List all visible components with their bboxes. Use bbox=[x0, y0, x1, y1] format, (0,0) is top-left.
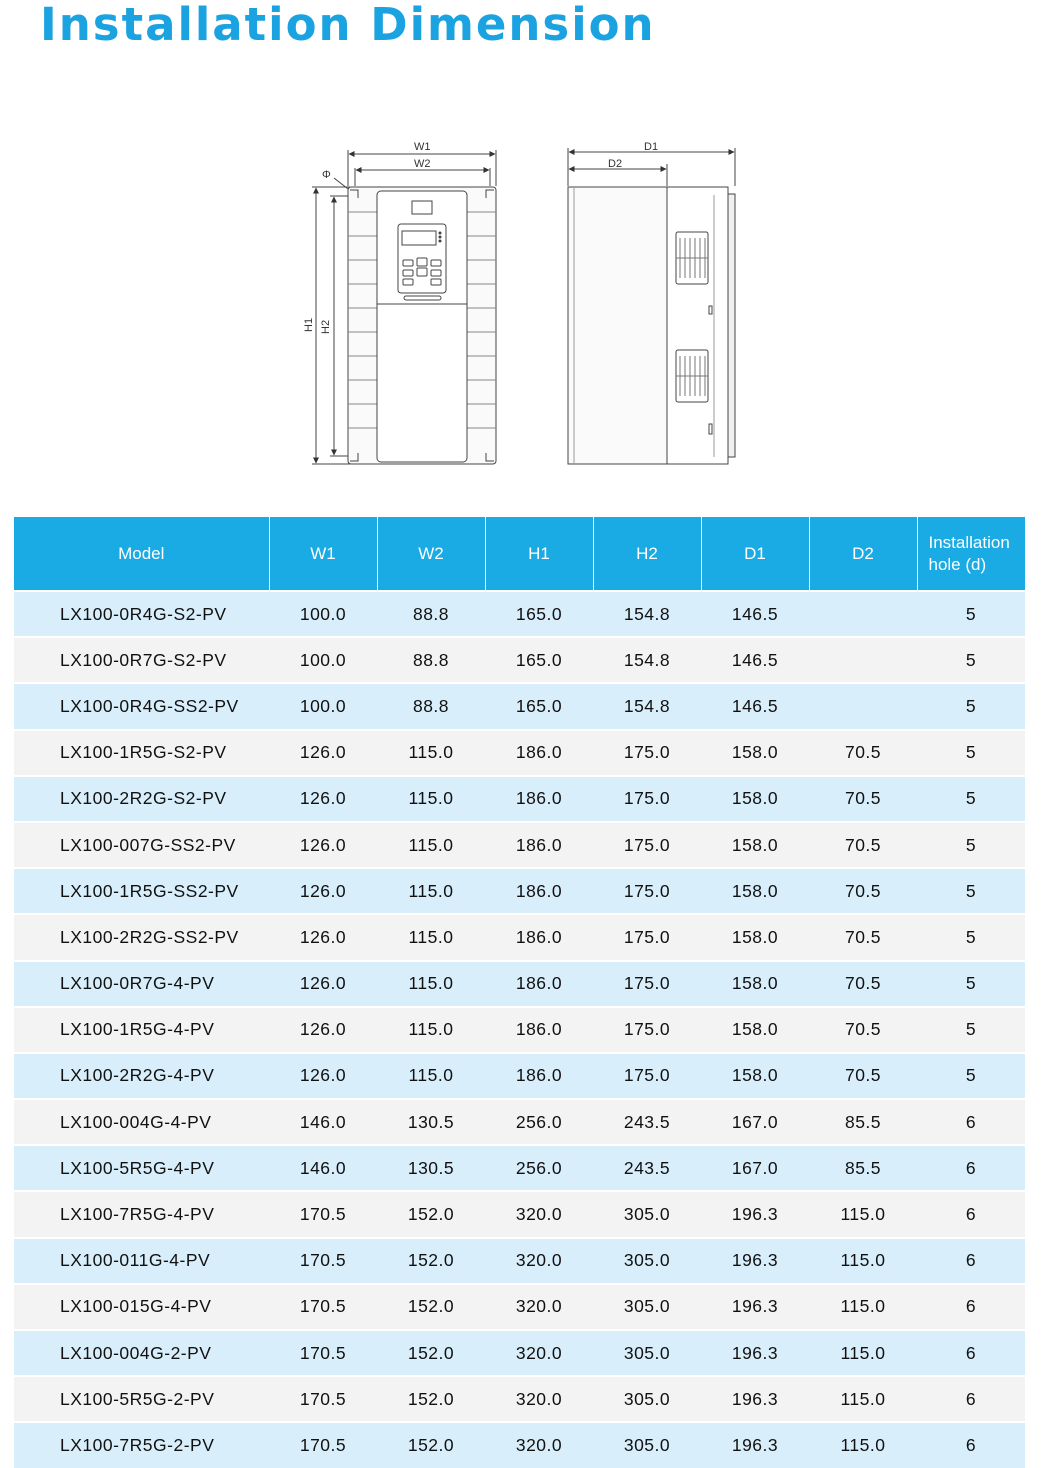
value-cell: 243.5 bbox=[593, 1145, 701, 1191]
value-cell: 152.0 bbox=[377, 1376, 485, 1422]
value-cell: 305.0 bbox=[593, 1330, 701, 1376]
value-cell: 70.5 bbox=[809, 1053, 917, 1099]
table-row bbox=[14, 1376, 1025, 1422]
table-row bbox=[14, 1330, 1025, 1376]
value-cell: 115.0 bbox=[809, 1238, 917, 1284]
value-cell: 320.0 bbox=[485, 1422, 593, 1467]
value-cell: 5 bbox=[917, 822, 1025, 868]
table-row bbox=[14, 822, 1025, 868]
value-cell: 5 bbox=[917, 868, 1025, 914]
value-cell: 158.0 bbox=[701, 730, 809, 776]
value-cell: 152.0 bbox=[377, 1284, 485, 1330]
model-cell: LX100-004G-4-PV bbox=[14, 1099, 269, 1145]
value-cell: 70.5 bbox=[809, 822, 917, 868]
model-cell: LX100-2R2G-SS2-PV bbox=[14, 914, 269, 960]
value-cell: 320.0 bbox=[485, 1376, 593, 1422]
value-cell: 196.3 bbox=[701, 1330, 809, 1376]
table-row bbox=[14, 961, 1025, 1007]
value-cell: 126.0 bbox=[269, 961, 377, 1007]
value-cell: 243.5 bbox=[593, 1099, 701, 1145]
value-cell: 170.5 bbox=[269, 1191, 377, 1237]
value-cell: 115.0 bbox=[377, 1007, 485, 1053]
value-cell: 152.0 bbox=[377, 1422, 485, 1467]
value-cell: 5 bbox=[917, 591, 1025, 637]
value-cell: 152.0 bbox=[377, 1330, 485, 1376]
model-cell: LX100-0R4G-SS2-PV bbox=[14, 683, 269, 729]
table-row bbox=[14, 1422, 1025, 1467]
table-row bbox=[14, 637, 1025, 683]
side-view-labels bbox=[608, 141, 658, 170]
table-row bbox=[14, 1007, 1025, 1053]
value-cell: 256.0 bbox=[485, 1145, 593, 1191]
installation-drawing bbox=[0, 0, 1060, 500]
value-cell: 6 bbox=[917, 1284, 1025, 1330]
value-cell: 115.0 bbox=[377, 776, 485, 822]
value-cell: 126.0 bbox=[269, 1007, 377, 1053]
value-cell: 320.0 bbox=[485, 1330, 593, 1376]
model-cell: LX100-0R7G-4-PV bbox=[14, 961, 269, 1007]
value-cell: 146.5 bbox=[701, 637, 809, 683]
header-d2: D2 bbox=[809, 517, 917, 591]
value-cell: 126.0 bbox=[269, 1053, 377, 1099]
table-row bbox=[14, 683, 1025, 729]
value-cell: 154.8 bbox=[593, 591, 701, 637]
value-cell: 85.5 bbox=[809, 1099, 917, 1145]
value-cell: 175.0 bbox=[593, 730, 701, 776]
value-cell: 115.0 bbox=[377, 914, 485, 960]
value-cell: 6 bbox=[917, 1330, 1025, 1376]
value-cell: 115.0 bbox=[377, 730, 485, 776]
value-cell: 88.8 bbox=[377, 591, 485, 637]
table-body bbox=[14, 591, 1025, 1468]
table-row bbox=[14, 868, 1025, 914]
value-cell: 305.0 bbox=[593, 1238, 701, 1284]
value-cell: 158.0 bbox=[701, 822, 809, 868]
value-cell: 170.5 bbox=[269, 1422, 377, 1467]
value-cell bbox=[809, 591, 917, 637]
header-h2: H2 bbox=[593, 517, 701, 591]
value-cell: 186.0 bbox=[485, 776, 593, 822]
value-cell: 158.0 bbox=[701, 1053, 809, 1099]
value-cell: 165.0 bbox=[485, 637, 593, 683]
value-cell: 6 bbox=[917, 1191, 1025, 1237]
value-cell: 5 bbox=[917, 683, 1025, 729]
table-row bbox=[14, 1099, 1025, 1145]
value-cell: 126.0 bbox=[269, 868, 377, 914]
model-cell: LX100-007G-SS2-PV bbox=[14, 822, 269, 868]
model-cell: LX100-0R4G-S2-PV bbox=[14, 591, 269, 637]
svg-text:W2: W2 bbox=[414, 158, 431, 170]
table-row bbox=[14, 1145, 1025, 1191]
value-cell: 158.0 bbox=[701, 961, 809, 1007]
value-cell: 186.0 bbox=[485, 914, 593, 960]
value-cell: 196.3 bbox=[701, 1284, 809, 1330]
value-cell: 146.0 bbox=[269, 1145, 377, 1191]
table-row bbox=[14, 730, 1025, 776]
value-cell: 70.5 bbox=[809, 961, 917, 1007]
value-cell: 158.0 bbox=[701, 776, 809, 822]
table-row bbox=[14, 1053, 1025, 1099]
dimension-table bbox=[14, 517, 1025, 1468]
value-cell: 167.0 bbox=[701, 1099, 809, 1145]
value-cell: 175.0 bbox=[593, 961, 701, 1007]
value-cell: 5 bbox=[917, 1053, 1025, 1099]
model-cell: LX100-5R5G-4-PV bbox=[14, 1145, 269, 1191]
value-cell: 175.0 bbox=[593, 914, 701, 960]
value-cell: 5 bbox=[917, 1007, 1025, 1053]
svg-text:D1: D1 bbox=[644, 141, 659, 153]
value-cell: 115.0 bbox=[809, 1191, 917, 1237]
value-cell: 100.0 bbox=[269, 683, 377, 729]
svg-text:Φ: Φ bbox=[322, 169, 331, 181]
value-cell: 115.0 bbox=[809, 1284, 917, 1330]
value-cell: 175.0 bbox=[593, 868, 701, 914]
model-cell: LX100-7R5G-4-PV bbox=[14, 1191, 269, 1237]
value-cell: 186.0 bbox=[485, 1007, 593, 1053]
value-cell: 115.0 bbox=[377, 868, 485, 914]
value-cell: 175.0 bbox=[593, 1053, 701, 1099]
value-cell: 186.0 bbox=[485, 822, 593, 868]
value-cell: 320.0 bbox=[485, 1284, 593, 1330]
value-cell: 6 bbox=[917, 1422, 1025, 1467]
svg-text:W1: W1 bbox=[414, 141, 431, 153]
value-cell: 70.5 bbox=[809, 914, 917, 960]
model-cell: LX100-0R7G-S2-PV bbox=[14, 637, 269, 683]
value-cell: 305.0 bbox=[593, 1284, 701, 1330]
header-model: Model bbox=[14, 517, 269, 591]
value-cell: 152.0 bbox=[377, 1191, 485, 1237]
value-cell: 126.0 bbox=[269, 730, 377, 776]
header-w2: W2 bbox=[377, 517, 485, 591]
value-cell: 5 bbox=[917, 730, 1025, 776]
model-cell: LX100-004G-2-PV bbox=[14, 1330, 269, 1376]
value-cell: 146.5 bbox=[701, 591, 809, 637]
value-cell: 70.5 bbox=[809, 730, 917, 776]
value-cell: 320.0 bbox=[485, 1238, 593, 1284]
value-cell: 186.0 bbox=[485, 868, 593, 914]
side-view bbox=[568, 148, 735, 464]
table-header-row bbox=[14, 517, 1025, 591]
value-cell: 305.0 bbox=[593, 1422, 701, 1467]
value-cell: 186.0 bbox=[485, 730, 593, 776]
value-cell: 196.3 bbox=[701, 1376, 809, 1422]
value-cell: 70.5 bbox=[809, 776, 917, 822]
value-cell: 6 bbox=[917, 1376, 1025, 1422]
value-cell: 115.0 bbox=[809, 1330, 917, 1376]
model-cell: LX100-5R5G-2-PV bbox=[14, 1376, 269, 1422]
header-w1: W1 bbox=[269, 517, 377, 591]
value-cell: 85.5 bbox=[809, 1145, 917, 1191]
table-row bbox=[14, 914, 1025, 960]
value-cell: 115.0 bbox=[809, 1376, 917, 1422]
value-cell: 175.0 bbox=[593, 776, 701, 822]
value-cell: 126.0 bbox=[269, 822, 377, 868]
value-cell: 130.5 bbox=[377, 1099, 485, 1145]
model-cell: LX100-7R5G-2-PV bbox=[14, 1422, 269, 1467]
value-cell: 196.3 bbox=[701, 1238, 809, 1284]
value-cell: 170.5 bbox=[269, 1238, 377, 1284]
value-cell: 5 bbox=[917, 637, 1025, 683]
value-cell bbox=[809, 637, 917, 683]
value-cell: 170.5 bbox=[269, 1330, 377, 1376]
table-row bbox=[14, 1238, 1025, 1284]
model-cell: LX100-1R5G-S2-PV bbox=[14, 730, 269, 776]
value-cell: 100.0 bbox=[269, 637, 377, 683]
table-row bbox=[14, 1191, 1025, 1237]
svg-text:D2: D2 bbox=[608, 158, 623, 170]
value-cell: 175.0 bbox=[593, 822, 701, 868]
value-cell bbox=[809, 683, 917, 729]
header-h1: H1 bbox=[485, 517, 593, 591]
value-cell: 126.0 bbox=[269, 776, 377, 822]
value-cell: 6 bbox=[917, 1238, 1025, 1284]
value-cell: 158.0 bbox=[701, 1007, 809, 1053]
svg-text:H1: H1 bbox=[303, 317, 315, 332]
value-cell: 165.0 bbox=[485, 591, 593, 637]
front-view bbox=[312, 150, 496, 464]
table-row bbox=[14, 776, 1025, 822]
value-cell: 6 bbox=[917, 1099, 1025, 1145]
svg-text:H2: H2 bbox=[320, 319, 332, 334]
value-cell: 154.8 bbox=[593, 637, 701, 683]
model-cell: LX100-1R5G-SS2-PV bbox=[14, 868, 269, 914]
value-cell: 186.0 bbox=[485, 961, 593, 1007]
value-cell: 170.5 bbox=[269, 1376, 377, 1422]
value-cell: 196.3 bbox=[701, 1191, 809, 1237]
value-cell: 305.0 bbox=[593, 1376, 701, 1422]
value-cell: 88.8 bbox=[377, 637, 485, 683]
value-cell: 170.5 bbox=[269, 1284, 377, 1330]
value-cell: 158.0 bbox=[701, 868, 809, 914]
value-cell: 256.0 bbox=[485, 1099, 593, 1145]
value-cell: 154.8 bbox=[593, 683, 701, 729]
model-cell: LX100-011G-4-PV bbox=[14, 1238, 269, 1284]
model-cell: LX100-2R2G-4-PV bbox=[14, 1053, 269, 1099]
value-cell: 165.0 bbox=[485, 683, 593, 729]
value-cell: 196.3 bbox=[701, 1422, 809, 1467]
value-cell: 70.5 bbox=[809, 1007, 917, 1053]
model-cell: LX100-015G-4-PV bbox=[14, 1284, 269, 1330]
value-cell: 320.0 bbox=[485, 1191, 593, 1237]
value-cell: 115.0 bbox=[377, 1053, 485, 1099]
value-cell: 175.0 bbox=[593, 1007, 701, 1053]
value-cell: 5 bbox=[917, 961, 1025, 1007]
model-cell: LX100-2R2G-S2-PV bbox=[14, 776, 269, 822]
value-cell: 5 bbox=[917, 914, 1025, 960]
value-cell: 167.0 bbox=[701, 1145, 809, 1191]
page-title: Installation Dimension bbox=[40, 0, 656, 51]
value-cell: 88.8 bbox=[377, 683, 485, 729]
table-row bbox=[14, 1284, 1025, 1330]
table-row bbox=[14, 591, 1025, 637]
value-cell: 6 bbox=[917, 1145, 1025, 1191]
value-cell: 146.5 bbox=[701, 683, 809, 729]
value-cell: 115.0 bbox=[377, 961, 485, 1007]
value-cell: 158.0 bbox=[701, 914, 809, 960]
value-cell: 305.0 bbox=[593, 1191, 701, 1237]
value-cell: 5 bbox=[917, 776, 1025, 822]
value-cell: 130.5 bbox=[377, 1145, 485, 1191]
header-installation-hole: Installation hole (d) bbox=[917, 517, 1025, 591]
model-cell: LX100-1R5G-4-PV bbox=[14, 1007, 269, 1053]
value-cell: 115.0 bbox=[809, 1422, 917, 1467]
value-cell: 115.0 bbox=[377, 822, 485, 868]
value-cell: 152.0 bbox=[377, 1238, 485, 1284]
value-cell: 126.0 bbox=[269, 914, 377, 960]
header-d1: D1 bbox=[701, 517, 809, 591]
value-cell: 186.0 bbox=[485, 1053, 593, 1099]
value-cell: 70.5 bbox=[809, 868, 917, 914]
value-cell: 146.0 bbox=[269, 1099, 377, 1145]
value-cell: 100.0 bbox=[269, 591, 377, 637]
